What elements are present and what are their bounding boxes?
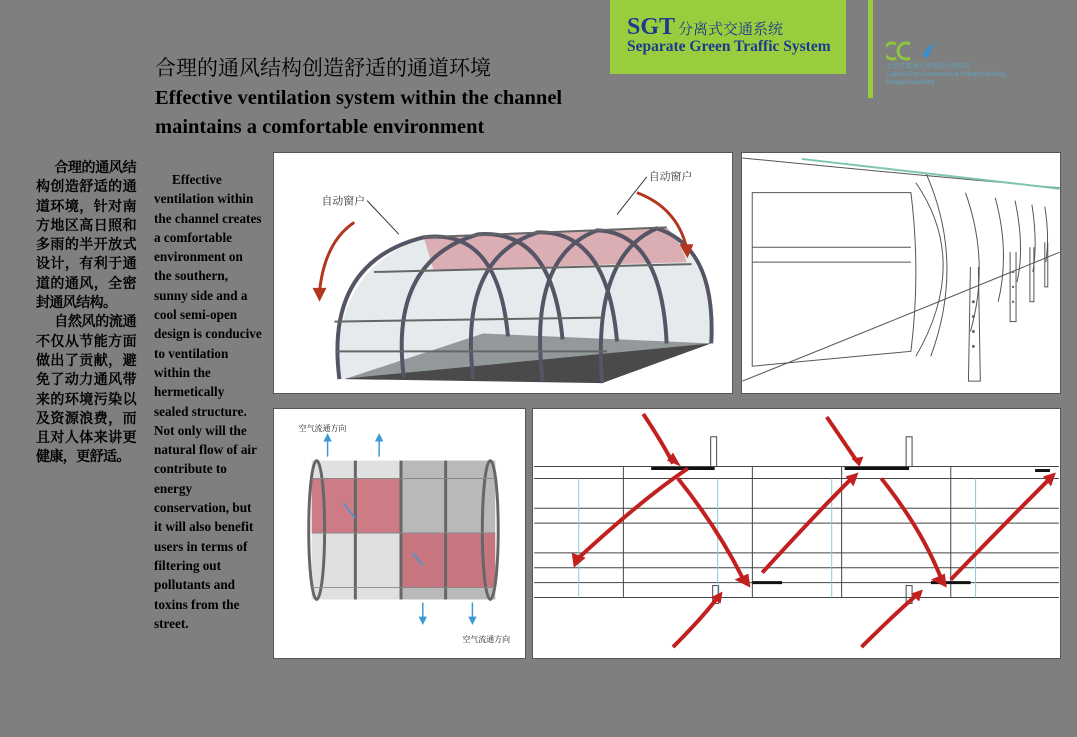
body-cn-paragraph-2: 自然风的流通不仅从节能方面做出了贡献，避免了动力通风带来的环境污染以及资源浪费，而且对人体来讲更健康，更舒适。 bbox=[36, 314, 136, 466]
figure-tunnel-perspective bbox=[273, 152, 733, 394]
logo-en-1: Capital City Commerce & Urban Planning bbox=[886, 71, 1006, 78]
logo-en-2: Design Academy bbox=[886, 79, 935, 86]
tunnel-line-drawing bbox=[742, 153, 1060, 393]
ccc-logo-icon bbox=[886, 40, 938, 62]
page-title-en-line2: maintains a comfortable environment bbox=[155, 116, 485, 138]
body-text-en bbox=[154, 170, 262, 633]
body-text-cn bbox=[36, 159, 136, 468]
figure-airflow-plan bbox=[273, 408, 526, 659]
brand-sgt-cn: 分离式交通系统 bbox=[678, 20, 784, 38]
airflow-label-top: 空气流通方向 bbox=[298, 423, 347, 433]
page-title-en bbox=[155, 84, 562, 142]
airflow-section-drawing bbox=[533, 409, 1060, 658]
body-cn-paragraph-1: 合理的通风结构创造舒适的通道环境，针对南方地区高日照和多雨的半开放式设计，有利于通道的通风，全密封通风结构。 bbox=[36, 160, 136, 312]
page-title-en-line1: Effective ventilation system within the channel bbox=[155, 87, 563, 109]
tunnel-perspective-drawing bbox=[274, 153, 732, 393]
auto-window-label-left: 自动窗户 bbox=[321, 194, 366, 208]
logo-text bbox=[886, 63, 1006, 87]
airflow-plan-drawing bbox=[274, 409, 525, 658]
brand-box bbox=[610, 0, 846, 74]
body-en-paragraph-2: Not only will the natural flow of air contribute to energy conservation, but it will also benefit users in terms of filtering out pollutants and toxins from the street. bbox=[154, 422, 257, 631]
brand-sgt: SGT bbox=[627, 14, 676, 40]
figure-airflow-section bbox=[532, 408, 1061, 659]
body-en-paragraph-1: Effective ventilation within the channel creates a comfortable environment on the southern, sunny side and a cool semi-open design is conducive to ventilation within the hermetically sealed structure. bbox=[154, 172, 262, 419]
brand-sgt-en: Separate Green Traffic System bbox=[627, 38, 831, 55]
figure-tunnel-line-drawing bbox=[741, 152, 1061, 394]
airflow-label-bottom: 空气流通方向 bbox=[462, 635, 511, 645]
page-title-cn: 合理的通风结构创造舒适的通道环境 bbox=[155, 56, 491, 80]
brand-title bbox=[627, 14, 783, 41]
accent-divider bbox=[868, 0, 873, 98]
auto-window-label-right: 自动窗户 bbox=[648, 169, 693, 183]
logo-cn: 北京首都城市规划设计研究院 bbox=[886, 63, 971, 70]
